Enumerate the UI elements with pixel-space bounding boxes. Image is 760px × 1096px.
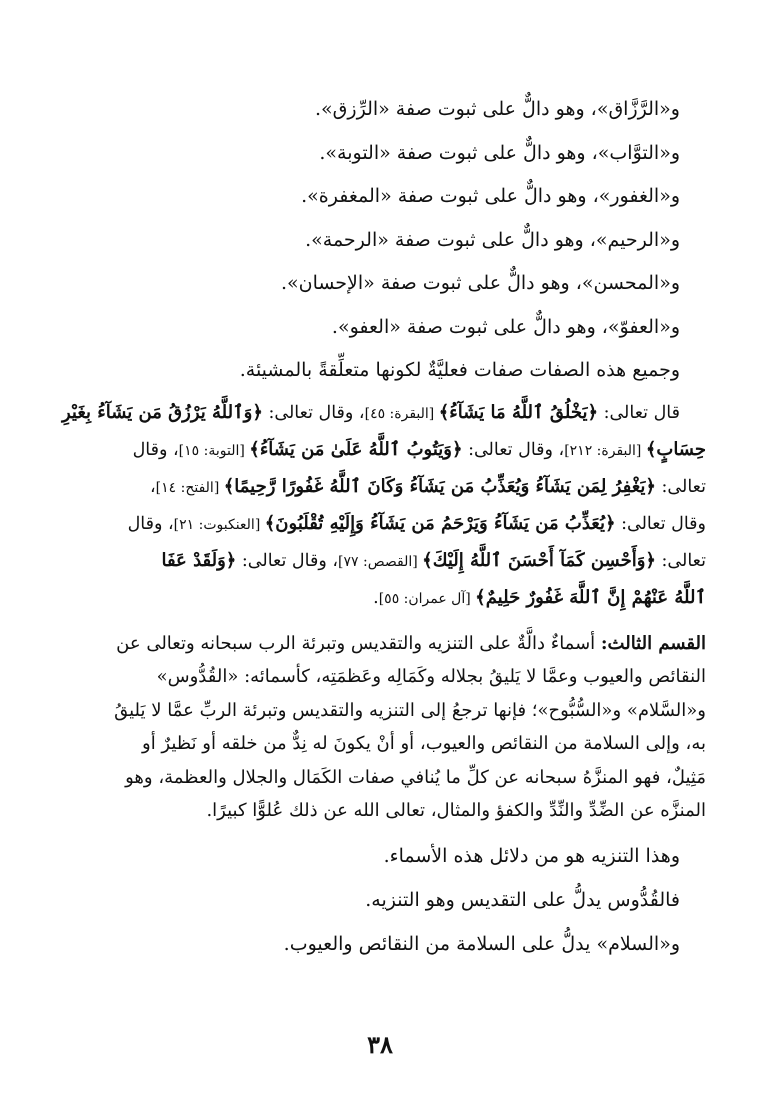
citation-text: ، وقال تعالى: <box>462 439 565 460</box>
quran-verse: ﴿وَأَحْسِن كَمَآ أَحْسَنَ ٱللَّهُ إِلَيْكَ﴾ <box>422 549 656 571</box>
section-line: به، وإلى السلامة من النقائص والعيوب، أو أنْ يكونَ له نِدٌّ من خلقه أو نَظيرٌ أو <box>142 733 706 754</box>
closing-lines <box>54 834 706 966</box>
citation-line-6 <box>54 580 706 617</box>
name-muhsin-line: و«المحسن»، وهو دالٌّ على ثبوت صفة «الإحسان». <box>280 272 680 294</box>
citation-text: قال تعالى: <box>598 402 680 423</box>
section-text: أسماءٌ دالَّةٌ على التنزيه والتقديس وتبرئة الرب سبحانه وتعالى عن <box>116 632 601 654</box>
quran-citations <box>54 395 706 617</box>
quran-verse: ﴿يُعَذِّبُ مَن يَشَآءُ وَيَرْحَمُ مَن يَشَآءُ وَإِلَيْهِ تُقْلَبُونَ﴾ <box>264 512 616 534</box>
citation-text: ، وقال تعالى: <box>236 550 339 571</box>
citation-text: ، وقال تعالى: <box>262 402 365 423</box>
citation-text: تعالى: <box>655 550 706 571</box>
citation-line-1 <box>54 395 706 432</box>
summary-line: وجميع هذه الصفات صفات فعليَّةٌ لكونها متعلِّقةً بالمشيئة. <box>239 359 680 381</box>
name-rahim-line: و«الرحيم»، وهو دالٌّ على ثبوت صفة «الرحمة». <box>305 228 680 251</box>
third-category-paragraph <box>54 627 706 828</box>
citation-text: ، وقال <box>127 513 174 534</box>
quran-verse: ﴿يَغْفِرُ لِمَن يَشَآءُ وَيُعَذِّبُ مَن يَشَآءُ وَكَانَ ٱللَّهُ غَفُورًا رَّحِيمًا﴾ <box>223 475 656 497</box>
names-list <box>54 88 706 393</box>
page-body <box>54 88 706 966</box>
name-ghafur-line: و«الغفور»، وهو دالٌّ على ثبوت صفة «المغفرة». <box>301 185 680 207</box>
verse-reference: [آل عمران: ٥٥] <box>378 590 476 607</box>
quran-verse: ﴿يَخْلُقُ ٱللَّهُ مَا يَشَآءُ﴾ <box>438 401 598 423</box>
citation-text: وقال تعالى: <box>615 513 706 534</box>
name-afuw-line: و«العفوّ»، وهو دالٌّ على ثبوت صفة «العفو». <box>331 315 680 338</box>
quran-verse: حِسَابٍ﴾ <box>645 438 706 460</box>
closing-line: و«السلام» يدلُّ على السلامة من النقائص والعيوب. <box>283 932 680 955</box>
name-rezzaq-line: و«الرَّزَّاق»، وهو دالٌّ على ثبوت صفة «الرِّزق». <box>315 98 680 120</box>
page-number: ٣٨ <box>367 1030 393 1059</box>
verse-reference: [القصص: ٧٧] <box>338 553 423 570</box>
section-line: النقائص والعيوب وعمَّا لا يَليقُ بجلاله وكَمَالِه وعَظمَتِه، كأسمائه: «القُدُّوس» <box>156 666 706 687</box>
citation-line-5 <box>54 543 706 580</box>
section-heading: القسم الثالث: <box>600 632 706 654</box>
citation-text: ، وقال <box>132 439 179 460</box>
section-line: مَثِيلٌ، فهو المنزَّهُ سبحانه عن كلِّ ما يُنافي صفات الكَمَال والجلال والعظمة، وهو <box>125 766 706 788</box>
verse-reference: [البقرة: ٢١٢] <box>564 442 646 459</box>
citation-line-2 <box>54 432 706 469</box>
quran-verse: ٱللَّهُ عَنْهُمْ إِنَّ ٱللَّهَ غَفُورٌ حَلِيمٌ﴾ <box>475 586 706 608</box>
quran-verse: ﴿وَيَتُوبُ ٱللَّهُ عَلَىٰ مَن يَشَآءُ﴾ <box>249 438 463 460</box>
closing-line: وهذا التنزيه هو من دلائل هذه الأسماء. <box>383 844 680 867</box>
quran-verse: ﴿وَٱللَّهُ يَرْزُقُ مَن يَشَآءُ بِغَيْرِ <box>61 401 263 423</box>
citation-text: تعالى: <box>655 476 706 497</box>
closing-line: فالقُدُّوس يدلُّ على التقديس وهو التنزيه. <box>365 888 680 911</box>
verse-reference: [البقرة: ٤٥] <box>364 405 439 422</box>
citation-text: . <box>373 587 379 608</box>
citation-line-3 <box>54 469 706 506</box>
verse-reference: [العنكبوت: ٢١] <box>173 516 265 533</box>
verse-reference: [التوبة: ١٥] <box>178 442 250 459</box>
quran-verse: ﴿وَلَقَدْ عَفَا <box>161 549 237 571</box>
citation-line-4 <box>54 506 706 543</box>
section-line <box>54 627 706 661</box>
citation-text: ، <box>149 476 156 497</box>
section-line: المنزَّه عن الضِّدِّ والنِّدِّ والكفؤ والمثال، تعالى الله عن ذلك عُلوًّا كبيرًا. <box>206 800 706 821</box>
name-tawwab-line: و«التوَّاب»، وهو دالٌّ على ثبوت صفة «التوبة». <box>319 141 680 164</box>
section-line: و«السَّلام» و«السُّبُّوح»؛ فإنها ترجعُ إلى التنزيه والتقديس وتبرئة الربِّ عمَّا لا يَليقُ <box>114 699 706 721</box>
verse-reference: [الفتح: ١٤] <box>155 479 224 496</box>
